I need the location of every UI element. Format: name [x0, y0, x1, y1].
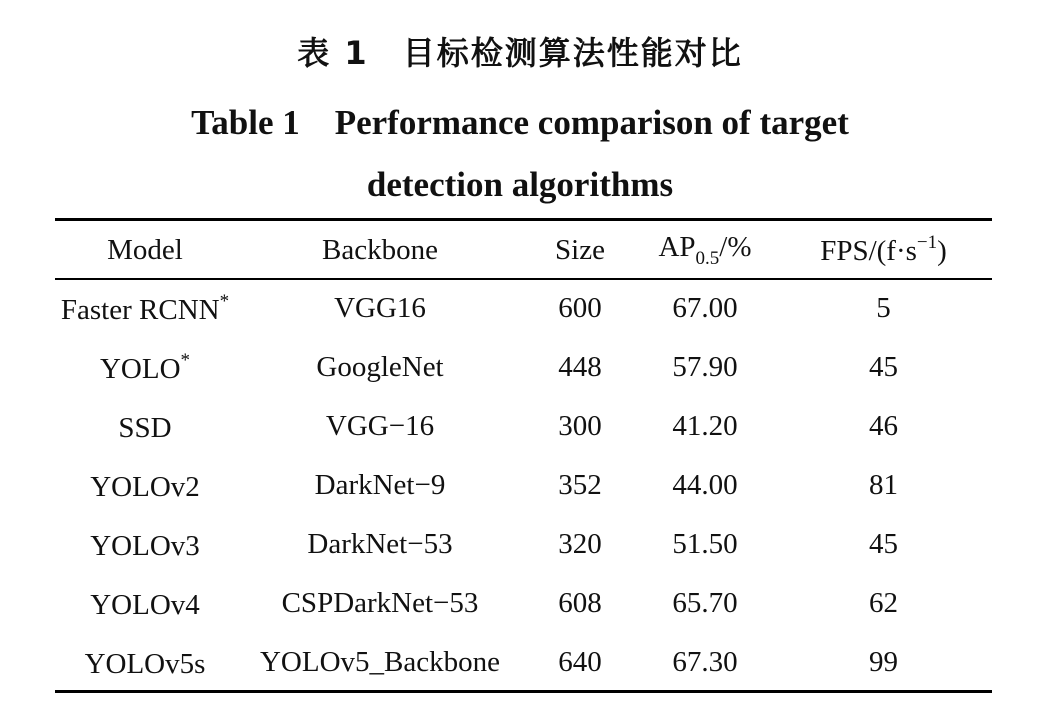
cell-size: 600 — [558, 292, 602, 324]
cell-fps: 62 — [869, 587, 898, 619]
table-header-row — [55, 221, 992, 279]
cell-ap: 57.90 — [672, 351, 738, 383]
cell-size: 448 — [558, 351, 602, 383]
table-row — [55, 633, 992, 692]
model-name: YOLOv3 — [90, 529, 200, 562]
cell-fps: 5 — [876, 292, 891, 324]
table-row — [55, 338, 992, 397]
cell-model — [55, 456, 235, 515]
cell-backbone: DarkNet−53 — [307, 528, 453, 560]
cell-backbone: YOLOv5_Backbone — [259, 646, 500, 678]
header-fps-suffix: ) — [937, 235, 947, 267]
cell-backbone: VGG16 — [334, 292, 426, 324]
table-caption-english-line2: detection algorithms — [366, 165, 674, 204]
cell-model — [55, 397, 235, 456]
cell-backbone: DarkNet−9 — [314, 469, 446, 501]
model-mark: * — [219, 290, 230, 312]
header-fps — [775, 221, 992, 279]
table-row — [55, 574, 992, 633]
cell-ap: 41.20 — [672, 410, 738, 442]
header-model: Model — [107, 233, 183, 266]
table-caption-english — [130, 92, 910, 216]
cell-model — [55, 338, 235, 397]
table-row — [55, 397, 992, 456]
cell-ap: 67.30 — [672, 646, 738, 678]
cell-backbone: CSPDarkNet−53 — [281, 587, 479, 619]
header-fps-superscript: −1 — [916, 232, 938, 253]
cell-ap: 51.50 — [672, 528, 738, 560]
model-name: Faster RCNN — [60, 293, 220, 326]
table-caption-chinese: 表 1 目标检测算法性能对比 — [297, 34, 743, 72]
header-ap-prefix: AP — [658, 230, 696, 263]
cell-fps: 45 — [869, 528, 898, 560]
cell-size: 300 — [558, 410, 602, 442]
cell-model — [55, 279, 235, 338]
cell-fps: 99 — [869, 646, 898, 678]
cell-backbone: GoogleNet — [316, 351, 444, 383]
cell-model — [55, 574, 235, 633]
cell-fps: 46 — [869, 410, 898, 442]
model-name: YOLOv4 — [90, 588, 200, 621]
cell-size: 640 — [558, 646, 602, 678]
header-backbone: Backbone — [322, 233, 438, 266]
header-ap-subscript: 0.5 — [695, 247, 720, 269]
cell-size: 320 — [558, 528, 602, 560]
cell-ap: 65.70 — [672, 587, 738, 619]
cell-model — [55, 515, 235, 574]
table-caption-english-line1: Table 1 Performance comparison of target — [191, 103, 849, 142]
model-name: YOLOv5s — [84, 647, 206, 680]
model-name: YOLOv2 — [90, 470, 200, 503]
header-ap — [635, 221, 775, 279]
cell-ap: 44.00 — [672, 469, 738, 501]
table-row — [55, 279, 992, 338]
header-ap-suffix: /% — [719, 230, 752, 263]
cell-fps: 45 — [869, 351, 898, 383]
comparison-table — [55, 221, 992, 692]
cell-size: 608 — [558, 587, 602, 619]
model-mark: * — [180, 349, 191, 371]
table-row — [55, 515, 992, 574]
model-name: SSD — [118, 411, 172, 444]
cell-model — [55, 633, 235, 692]
model-name: YOLO — [99, 352, 181, 385]
header-fps-prefix: FPS/(f·s — [820, 235, 917, 267]
table-row — [55, 456, 992, 515]
cell-fps: 81 — [869, 469, 898, 501]
cell-size: 352 — [558, 469, 602, 501]
cell-ap: 67.00 — [672, 292, 738, 324]
cell-backbone: VGG−16 — [325, 410, 435, 442]
header-size: Size — [555, 233, 605, 266]
